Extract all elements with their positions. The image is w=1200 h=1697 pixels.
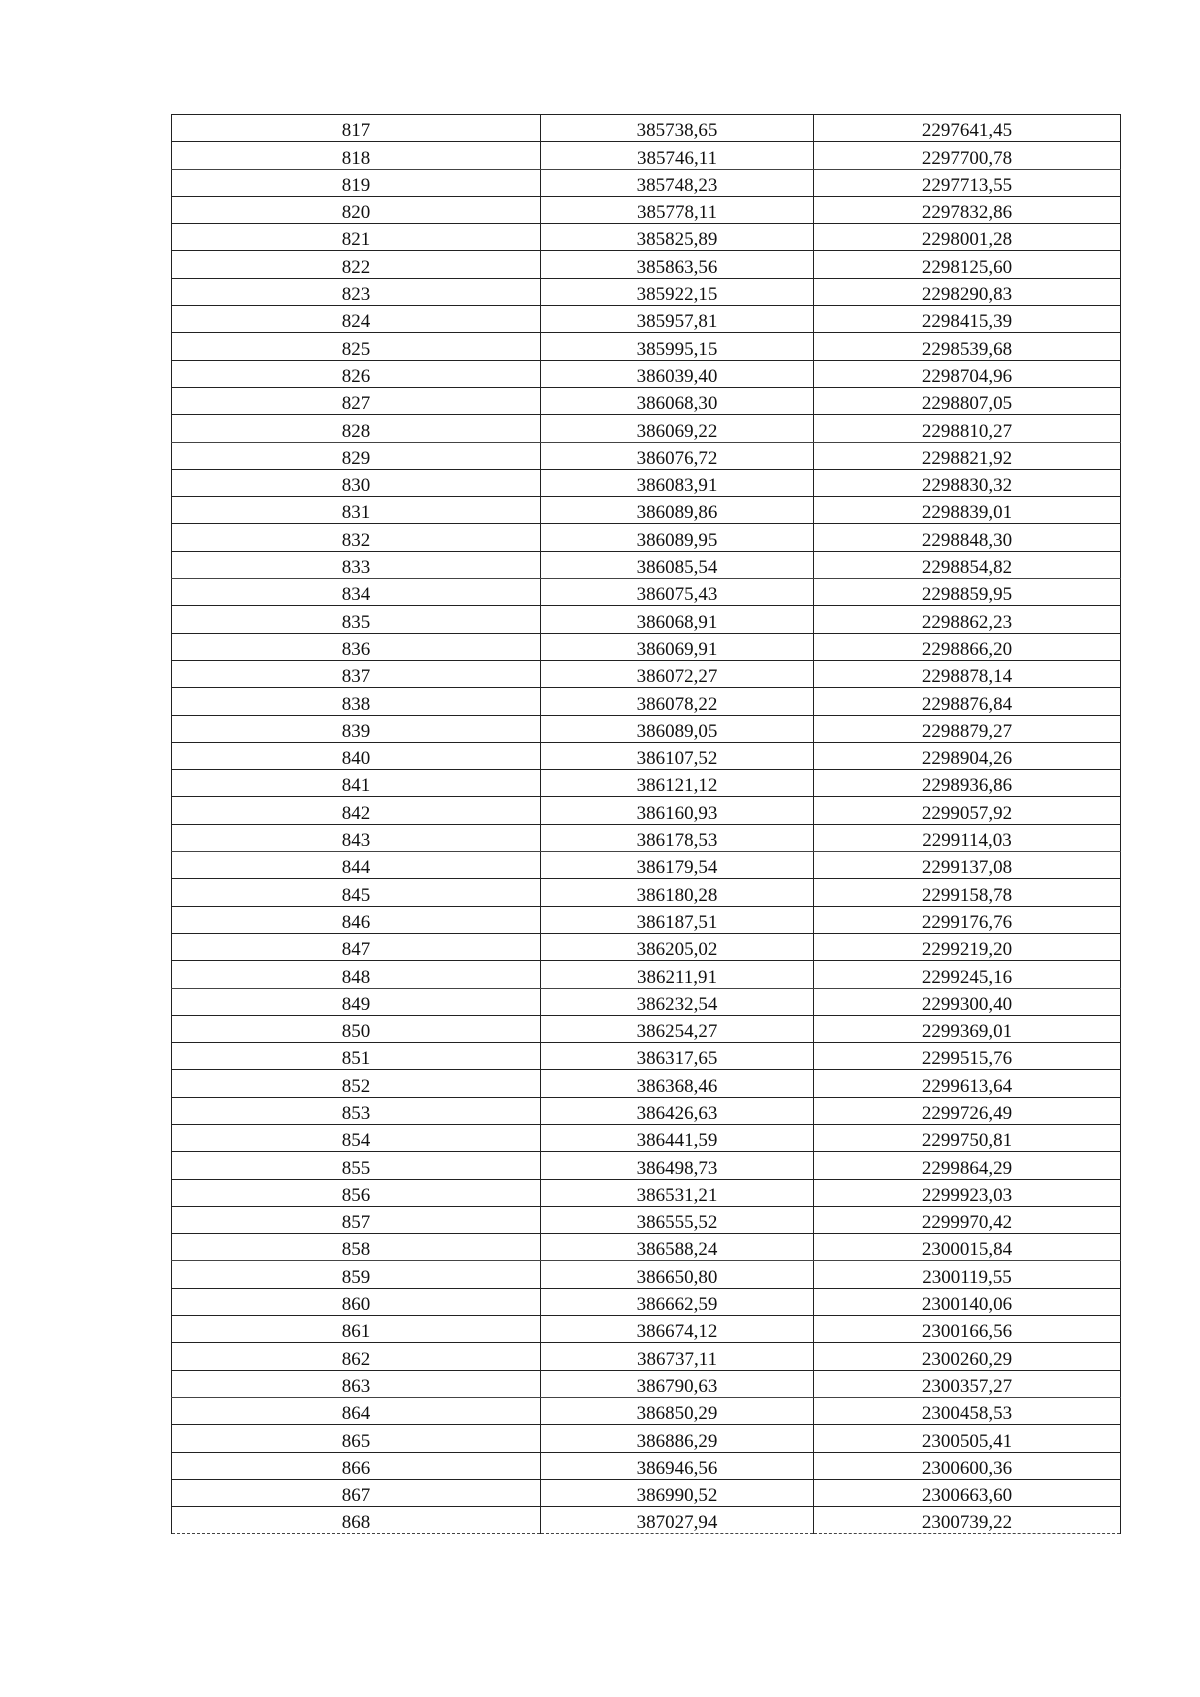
- y-coordinate-cell: 2297700,78: [814, 142, 1121, 169]
- y-coordinate-cell: 2299137,08: [814, 852, 1121, 879]
- y-coordinate-cell: 2298936,86: [814, 770, 1121, 797]
- y-coordinate-cell: 2299726,49: [814, 1097, 1121, 1124]
- x-coordinate-cell: 386068,30: [541, 387, 814, 414]
- y-coordinate-cell: 2298876,84: [814, 688, 1121, 715]
- table-row: [172, 1397, 1121, 1424]
- x-coordinate-cell: 386089,95: [541, 524, 814, 551]
- point-number-cell: 817: [172, 115, 541, 142]
- table-row: [172, 852, 1121, 879]
- x-coordinate-cell: 387027,94: [541, 1507, 814, 1534]
- table-row: [172, 251, 1121, 278]
- table-row: [172, 278, 1121, 305]
- table-row: [172, 497, 1121, 524]
- x-coordinate-cell: 386946,56: [541, 1452, 814, 1479]
- table-row: [172, 1206, 1121, 1233]
- point-number-cell: 841: [172, 770, 541, 797]
- x-coordinate-cell: 386674,12: [541, 1316, 814, 1343]
- y-coordinate-cell: 2300119,55: [814, 1261, 1121, 1288]
- point-number-cell: 835: [172, 606, 541, 633]
- table-row: [172, 1316, 1121, 1343]
- x-coordinate-cell: 386990,52: [541, 1479, 814, 1506]
- table-row: [172, 879, 1121, 906]
- y-coordinate-cell: 2297641,45: [814, 115, 1121, 142]
- point-number-cell: 836: [172, 633, 541, 660]
- table-row: [172, 196, 1121, 223]
- point-number-cell: 832: [172, 524, 541, 551]
- table-row: [172, 1261, 1121, 1288]
- y-coordinate-cell: 2298848,30: [814, 524, 1121, 551]
- x-coordinate-cell: 386588,24: [541, 1234, 814, 1261]
- x-coordinate-cell: 385778,11: [541, 196, 814, 223]
- y-coordinate-cell: 2299970,42: [814, 1206, 1121, 1233]
- point-number-cell: 850: [172, 1015, 541, 1042]
- table-row: [172, 579, 1121, 606]
- point-number-cell: 862: [172, 1343, 541, 1370]
- x-coordinate-cell: 386790,63: [541, 1370, 814, 1397]
- y-coordinate-cell: 2298810,27: [814, 415, 1121, 442]
- point-number-cell: 857: [172, 1206, 541, 1233]
- y-coordinate-cell: 2299864,29: [814, 1152, 1121, 1179]
- x-coordinate-cell: 386737,11: [541, 1343, 814, 1370]
- x-coordinate-cell: 386426,63: [541, 1097, 814, 1124]
- y-coordinate-cell: 2298290,83: [814, 278, 1121, 305]
- point-number-cell: 842: [172, 797, 541, 824]
- point-number-cell: 829: [172, 442, 541, 469]
- point-number-cell: 843: [172, 824, 541, 851]
- table-row: [172, 715, 1121, 742]
- point-number-cell: 820: [172, 196, 541, 223]
- table-row: [172, 1043, 1121, 1070]
- coordinates-table: [171, 114, 1121, 1534]
- x-coordinate-cell: 386368,46: [541, 1070, 814, 1097]
- y-coordinate-cell: 2298878,14: [814, 660, 1121, 687]
- y-coordinate-cell: 2300600,36: [814, 1452, 1121, 1479]
- x-coordinate-cell: 386069,91: [541, 633, 814, 660]
- x-coordinate-cell: 386232,54: [541, 988, 814, 1015]
- table-row: [172, 1479, 1121, 1506]
- table-row: [172, 169, 1121, 196]
- table-row: [172, 742, 1121, 769]
- y-coordinate-cell: 2299057,92: [814, 797, 1121, 824]
- x-coordinate-cell: 385825,89: [541, 224, 814, 251]
- y-coordinate-cell: 2298854,82: [814, 551, 1121, 578]
- point-number-cell: 834: [172, 579, 541, 606]
- y-coordinate-cell: 2298807,05: [814, 387, 1121, 414]
- point-number-cell: 856: [172, 1179, 541, 1206]
- point-number-cell: 837: [172, 660, 541, 687]
- table-row: [172, 660, 1121, 687]
- y-coordinate-cell: 2300015,84: [814, 1234, 1121, 1261]
- table-row: [172, 1234, 1121, 1261]
- y-coordinate-cell: 2298125,60: [814, 251, 1121, 278]
- table-row: [172, 1507, 1121, 1534]
- y-coordinate-cell: 2299176,76: [814, 906, 1121, 933]
- x-coordinate-cell: 386083,91: [541, 469, 814, 496]
- table-row: [172, 606, 1121, 633]
- point-number-cell: 852: [172, 1070, 541, 1097]
- table-row: [172, 1097, 1121, 1124]
- point-number-cell: 819: [172, 169, 541, 196]
- y-coordinate-cell: 2298859,95: [814, 579, 1121, 606]
- y-coordinate-cell: 2300505,41: [814, 1425, 1121, 1452]
- x-coordinate-cell: 386085,54: [541, 551, 814, 578]
- y-coordinate-cell: 2298821,92: [814, 442, 1121, 469]
- point-number-cell: 846: [172, 906, 541, 933]
- table-row: [172, 524, 1121, 551]
- point-number-cell: 833: [172, 551, 541, 578]
- y-coordinate-cell: 2298866,20: [814, 633, 1121, 660]
- x-coordinate-cell: 386121,12: [541, 770, 814, 797]
- x-coordinate-cell: 385748,23: [541, 169, 814, 196]
- table-row: [172, 115, 1121, 142]
- y-coordinate-cell: 2300260,29: [814, 1343, 1121, 1370]
- table-row: [172, 933, 1121, 960]
- table-row: [172, 224, 1121, 251]
- table-row: [172, 906, 1121, 933]
- x-coordinate-cell: 386160,93: [541, 797, 814, 824]
- x-coordinate-cell: 386076,72: [541, 442, 814, 469]
- x-coordinate-cell: 386089,86: [541, 497, 814, 524]
- table-row: [172, 1124, 1121, 1151]
- point-number-cell: 838: [172, 688, 541, 715]
- x-coordinate-cell: 386211,91: [541, 961, 814, 988]
- table-row: [172, 633, 1121, 660]
- y-coordinate-cell: 2300140,06: [814, 1288, 1121, 1315]
- point-number-cell: 821: [172, 224, 541, 251]
- y-coordinate-cell: 2298830,32: [814, 469, 1121, 496]
- point-number-cell: 865: [172, 1425, 541, 1452]
- y-coordinate-cell: 2298904,26: [814, 742, 1121, 769]
- point-number-cell: 825: [172, 333, 541, 360]
- y-coordinate-cell: 2300357,27: [814, 1370, 1121, 1397]
- y-coordinate-cell: 2298879,27: [814, 715, 1121, 742]
- point-number-cell: 860: [172, 1288, 541, 1315]
- x-coordinate-cell: 385746,11: [541, 142, 814, 169]
- table-row: [172, 1015, 1121, 1042]
- y-coordinate-cell: 2299300,40: [814, 988, 1121, 1015]
- y-coordinate-cell: 2299613,64: [814, 1070, 1121, 1097]
- coordinates-table-body: [172, 115, 1121, 1534]
- x-coordinate-cell: 386039,40: [541, 360, 814, 387]
- x-coordinate-cell: 386205,02: [541, 933, 814, 960]
- x-coordinate-cell: 386441,59: [541, 1124, 814, 1151]
- x-coordinate-cell: 386068,91: [541, 606, 814, 633]
- point-number-cell: 866: [172, 1452, 541, 1479]
- x-coordinate-cell: 386187,51: [541, 906, 814, 933]
- point-number-cell: 823: [172, 278, 541, 305]
- x-coordinate-cell: 386178,53: [541, 824, 814, 851]
- table-row: [172, 1370, 1121, 1397]
- table-row: [172, 1179, 1121, 1206]
- table-row: [172, 387, 1121, 414]
- y-coordinate-cell: 2298415,39: [814, 306, 1121, 333]
- table-row: [172, 961, 1121, 988]
- y-coordinate-cell: 2297832,86: [814, 196, 1121, 223]
- table-row: [172, 306, 1121, 333]
- table-row: [172, 770, 1121, 797]
- point-number-cell: 822: [172, 251, 541, 278]
- table-row: [172, 1288, 1121, 1315]
- y-coordinate-cell: 2299750,81: [814, 1124, 1121, 1151]
- table-row: [172, 551, 1121, 578]
- point-number-cell: 861: [172, 1316, 541, 1343]
- x-coordinate-cell: 385957,81: [541, 306, 814, 333]
- point-number-cell: 851: [172, 1043, 541, 1070]
- x-coordinate-cell: 386886,29: [541, 1425, 814, 1452]
- table-row: [172, 797, 1121, 824]
- table-row: [172, 415, 1121, 442]
- x-coordinate-cell: 386531,21: [541, 1179, 814, 1206]
- point-number-cell: 859: [172, 1261, 541, 1288]
- point-number-cell: 831: [172, 497, 541, 524]
- y-coordinate-cell: 2300166,56: [814, 1316, 1121, 1343]
- x-coordinate-cell: 386555,52: [541, 1206, 814, 1233]
- y-coordinate-cell: 2299114,03: [814, 824, 1121, 851]
- point-number-cell: 826: [172, 360, 541, 387]
- x-coordinate-cell: 385863,56: [541, 251, 814, 278]
- x-coordinate-cell: 386069,22: [541, 415, 814, 442]
- table-row: [172, 688, 1121, 715]
- point-number-cell: 827: [172, 387, 541, 414]
- point-number-cell: 845: [172, 879, 541, 906]
- y-coordinate-cell: 2299369,01: [814, 1015, 1121, 1042]
- table-row: [172, 1425, 1121, 1452]
- table-row: [172, 469, 1121, 496]
- x-coordinate-cell: 386089,05: [541, 715, 814, 742]
- y-coordinate-cell: 2298862,23: [814, 606, 1121, 633]
- y-coordinate-cell: 2299515,76: [814, 1043, 1121, 1070]
- point-number-cell: 853: [172, 1097, 541, 1124]
- table-row: [172, 824, 1121, 851]
- y-coordinate-cell: 2299923,03: [814, 1179, 1121, 1206]
- y-coordinate-cell: 2300458,53: [814, 1397, 1121, 1424]
- x-coordinate-cell: 386075,43: [541, 579, 814, 606]
- table-row: [172, 1152, 1121, 1179]
- point-number-cell: 839: [172, 715, 541, 742]
- x-coordinate-cell: 386107,52: [541, 742, 814, 769]
- point-number-cell: 858: [172, 1234, 541, 1261]
- x-coordinate-cell: 385995,15: [541, 333, 814, 360]
- y-coordinate-cell: 2300663,60: [814, 1479, 1121, 1506]
- x-coordinate-cell: 386498,73: [541, 1152, 814, 1179]
- x-coordinate-cell: 386179,54: [541, 852, 814, 879]
- y-coordinate-cell: 2298539,68: [814, 333, 1121, 360]
- table-row: [172, 1070, 1121, 1097]
- point-number-cell: 855: [172, 1152, 541, 1179]
- y-coordinate-cell: 2298001,28: [814, 224, 1121, 251]
- table-row: [172, 333, 1121, 360]
- point-number-cell: 828: [172, 415, 541, 442]
- table-row: [172, 442, 1121, 469]
- point-number-cell: 868: [172, 1507, 541, 1534]
- y-coordinate-cell: 2298839,01: [814, 497, 1121, 524]
- y-coordinate-cell: 2297713,55: [814, 169, 1121, 196]
- y-coordinate-cell: 2298704,96: [814, 360, 1121, 387]
- x-coordinate-cell: 386650,80: [541, 1261, 814, 1288]
- point-number-cell: 854: [172, 1124, 541, 1151]
- y-coordinate-cell: 2299219,20: [814, 933, 1121, 960]
- point-number-cell: 849: [172, 988, 541, 1015]
- point-number-cell: 818: [172, 142, 541, 169]
- point-number-cell: 863: [172, 1370, 541, 1397]
- x-coordinate-cell: 386317,65: [541, 1043, 814, 1070]
- point-number-cell: 864: [172, 1397, 541, 1424]
- y-coordinate-cell: 2299245,16: [814, 961, 1121, 988]
- point-number-cell: 830: [172, 469, 541, 496]
- x-coordinate-cell: 386254,27: [541, 1015, 814, 1042]
- table-row: [172, 142, 1121, 169]
- x-coordinate-cell: 386662,59: [541, 1288, 814, 1315]
- x-coordinate-cell: 386850,29: [541, 1397, 814, 1424]
- point-number-cell: 844: [172, 852, 541, 879]
- point-number-cell: 824: [172, 306, 541, 333]
- point-number-cell: 840: [172, 742, 541, 769]
- y-coordinate-cell: 2300739,22: [814, 1507, 1121, 1534]
- table-row: [172, 360, 1121, 387]
- table-row: [172, 988, 1121, 1015]
- point-number-cell: 867: [172, 1479, 541, 1506]
- x-coordinate-cell: 386180,28: [541, 879, 814, 906]
- point-number-cell: 847: [172, 933, 541, 960]
- x-coordinate-cell: 386072,27: [541, 660, 814, 687]
- table-row: [172, 1343, 1121, 1370]
- point-number-cell: 848: [172, 961, 541, 988]
- x-coordinate-cell: 385922,15: [541, 278, 814, 305]
- x-coordinate-cell: 385738,65: [541, 115, 814, 142]
- table-row: [172, 1452, 1121, 1479]
- x-coordinate-cell: 386078,22: [541, 688, 814, 715]
- y-coordinate-cell: 2299158,78: [814, 879, 1121, 906]
